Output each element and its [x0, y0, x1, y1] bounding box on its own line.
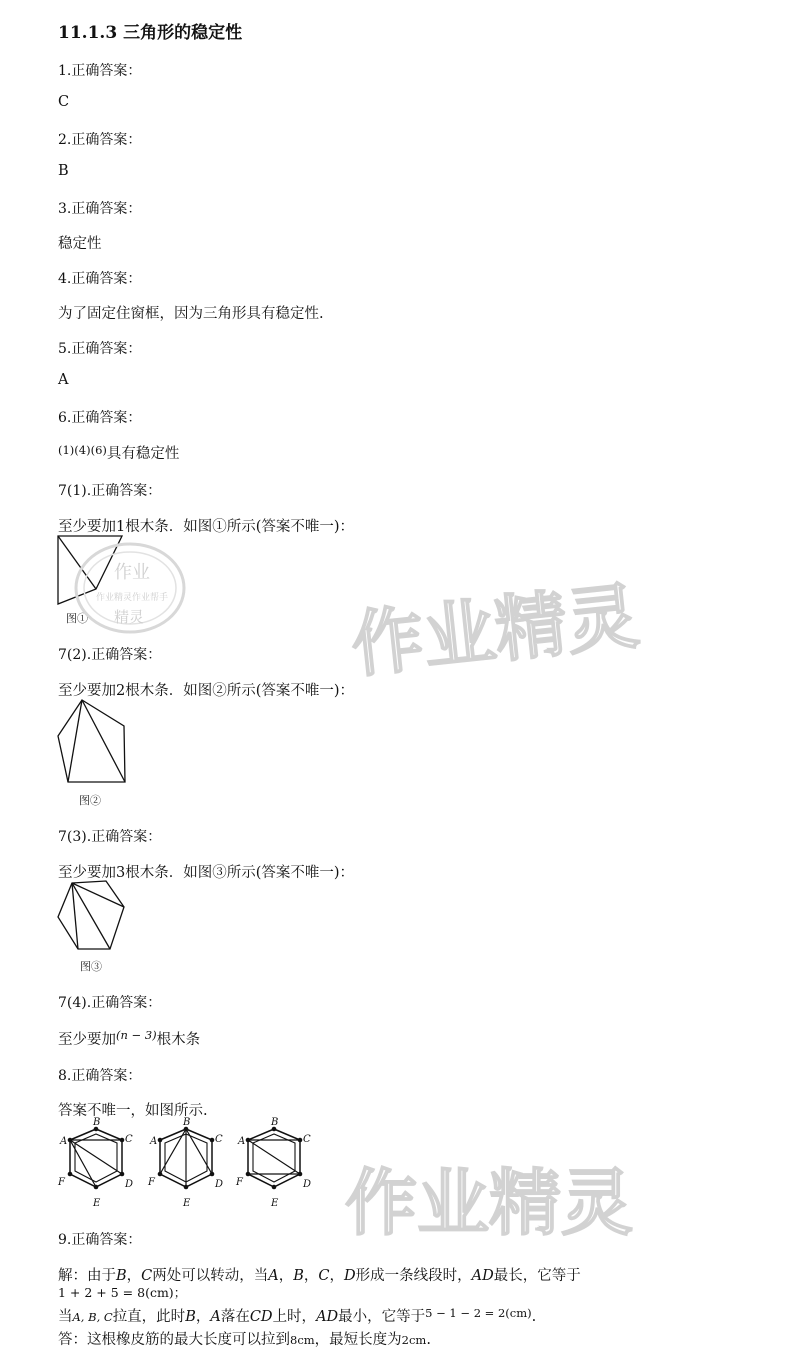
question-7-3-label: 7(3).正确答案：: [58, 829, 162, 845]
hex1-label-a: A: [60, 1136, 68, 1147]
math-cd: CD: [249, 1309, 273, 1325]
hexagons-figure: [56, 1114, 326, 1212]
question-7-2-label: 7(2).正确答案：: [58, 647, 162, 663]
math-b: B: [116, 1268, 127, 1284]
answer-9-line-4: [58, 1328, 431, 1349]
text: 当: [58, 1309, 73, 1325]
answer-7-4-suffix: 根木条: [156, 1032, 201, 1048]
question-7-1-label: 7(1).正确答案：: [58, 483, 162, 499]
text: .: [531, 1309, 537, 1325]
figure-3-caption: 图③: [80, 960, 102, 973]
answer-7-4: [58, 1028, 200, 1049]
hex1-label-e: E: [93, 1198, 101, 1209]
answer-7-4-prefix: 至少要加: [58, 1032, 116, 1048]
hexagon-2: [147, 1117, 223, 1209]
answer-8: 答案不唯一，如图所示.: [58, 1103, 208, 1119]
question-7-4-label: 7(4).正确答案：: [58, 995, 162, 1011]
watermark-large-1: [347, 560, 650, 688]
question-8-label: 8.正确答案：: [58, 1068, 142, 1084]
question-2-label: 2.正确答案：: [58, 132, 142, 148]
figure-3-diagram: [52, 877, 132, 957]
text: 最长，它等于: [493, 1268, 581, 1284]
watermark-stamp-top: 作业: [114, 562, 150, 583]
text: 最小，它等于: [338, 1309, 426, 1325]
text: 落在: [220, 1309, 250, 1325]
watermark-stamp: [72, 538, 192, 638]
answer-9-line-1: [58, 1264, 581, 1285]
text: 答：这根橡皮筋的最大长度可以拉到: [58, 1332, 290, 1348]
question-6-label: 6.正确答案：: [58, 410, 142, 426]
answer-7-4-math: (n − 3): [116, 1028, 157, 1042]
text: 形成一条线段时，: [355, 1268, 472, 1284]
figure-2-diagram: [52, 696, 132, 788]
hex1-label-b: B: [93, 1117, 101, 1128]
page-title: 11.1.3 三角形的稳定性: [58, 23, 243, 43]
math-a: A: [210, 1309, 221, 1325]
hex3-label-c: C: [303, 1134, 311, 1145]
math-8cm: 8cm: [290, 1333, 315, 1347]
answer-4: 为了固定住窗框，因为三角形具有稳定性.: [58, 306, 324, 322]
hex2-label-e: E: [183, 1198, 191, 1209]
text: 上时，: [272, 1309, 317, 1325]
math-b: B: [293, 1268, 304, 1284]
math-d: D: [344, 1268, 356, 1284]
math-ad: AD: [316, 1309, 339, 1325]
text: ，: [303, 1268, 319, 1284]
math-diff: 5 − 1 − 2 = 2(cm): [425, 1306, 532, 1320]
watermark-stamp-mid: 作业精灵作业帮手: [96, 593, 169, 603]
answer-9-line-3: [58, 1305, 536, 1326]
math-c: C: [141, 1268, 153, 1284]
answer-3: 稳定性: [58, 236, 102, 252]
watermark-stamp-bottom: 精灵: [114, 608, 145, 626]
hex3-label-f: F: [236, 1177, 243, 1188]
figure-2-caption: 图②: [79, 794, 101, 807]
math-2cm: 2cm: [401, 1333, 427, 1347]
text: ，: [195, 1309, 211, 1325]
hex3-label-d: D: [303, 1179, 312, 1190]
math-ad: AD: [471, 1268, 494, 1284]
hex1-label-c: C: [125, 1134, 133, 1145]
hex1-label-d: D: [125, 1179, 134, 1190]
question-1-label: 1.正确答案：: [58, 63, 142, 79]
answer-1: C: [58, 94, 70, 110]
answer-6-suffix: 具有稳定性: [106, 446, 180, 462]
text: ，最短长度为: [314, 1332, 402, 1348]
hexagon-1: [57, 1117, 133, 1209]
answer-7-2: 至少要加2根木条．如图②所示(答案不唯一)：: [58, 683, 355, 699]
math-abc: A, B, C: [72, 1310, 113, 1324]
answer-7-3: 至少要加3根木条．如图③所示(答案不唯一)：: [58, 865, 355, 881]
watermark-text-1: 作业精灵: [347, 573, 643, 688]
hex2-label-c: C: [215, 1134, 223, 1145]
question-4-label: 4.正确答案：: [58, 271, 142, 287]
text: ；: [173, 1285, 187, 1300]
hex3-label-b: B: [271, 1117, 279, 1128]
text: ，: [278, 1268, 294, 1284]
text: .: [426, 1332, 431, 1348]
hex1-label-f: F: [58, 1177, 65, 1188]
hex2-label-b: B: [183, 1117, 191, 1128]
figure-1-caption: 图①: [66, 612, 88, 625]
hex2-label-d: D: [215, 1179, 224, 1190]
text: 解：由于: [58, 1268, 116, 1284]
math-b: B: [185, 1309, 196, 1325]
math-a: A: [268, 1268, 279, 1284]
watermark-text-2: 作业精灵: [345, 1161, 634, 1245]
text: ，: [329, 1268, 345, 1284]
answer-2: B: [58, 163, 69, 179]
text: 两处可以转动，当: [152, 1268, 269, 1284]
math-c: C: [318, 1268, 330, 1284]
answer-5: A: [58, 372, 69, 388]
hex2-label-f: F: [148, 1177, 155, 1188]
answer-9-line-2: [58, 1283, 186, 1301]
hexagon-3: [235, 1117, 311, 1209]
hex2-label-a: A: [150, 1136, 158, 1147]
hex3-label-a: A: [238, 1136, 246, 1147]
answer-6: [58, 442, 179, 463]
question-5-label: 5.正确答案：: [58, 341, 142, 357]
text: ，: [126, 1268, 142, 1284]
answer-7-1: 至少要加1根木条．如图①所示(答案不唯一)：: [58, 519, 355, 535]
question-3-label: 3.正确答案：: [58, 201, 142, 217]
text: 拉直，此时: [112, 1309, 186, 1325]
math-sum: 1 + 2 + 5 = 8(cm): [58, 1285, 174, 1300]
question-9-label: 9.正确答案：: [58, 1232, 142, 1248]
hex3-label-e: E: [271, 1198, 279, 1209]
watermark-large-2: [345, 1140, 645, 1250]
answer-6-math: (1)(4)(6): [58, 443, 107, 457]
